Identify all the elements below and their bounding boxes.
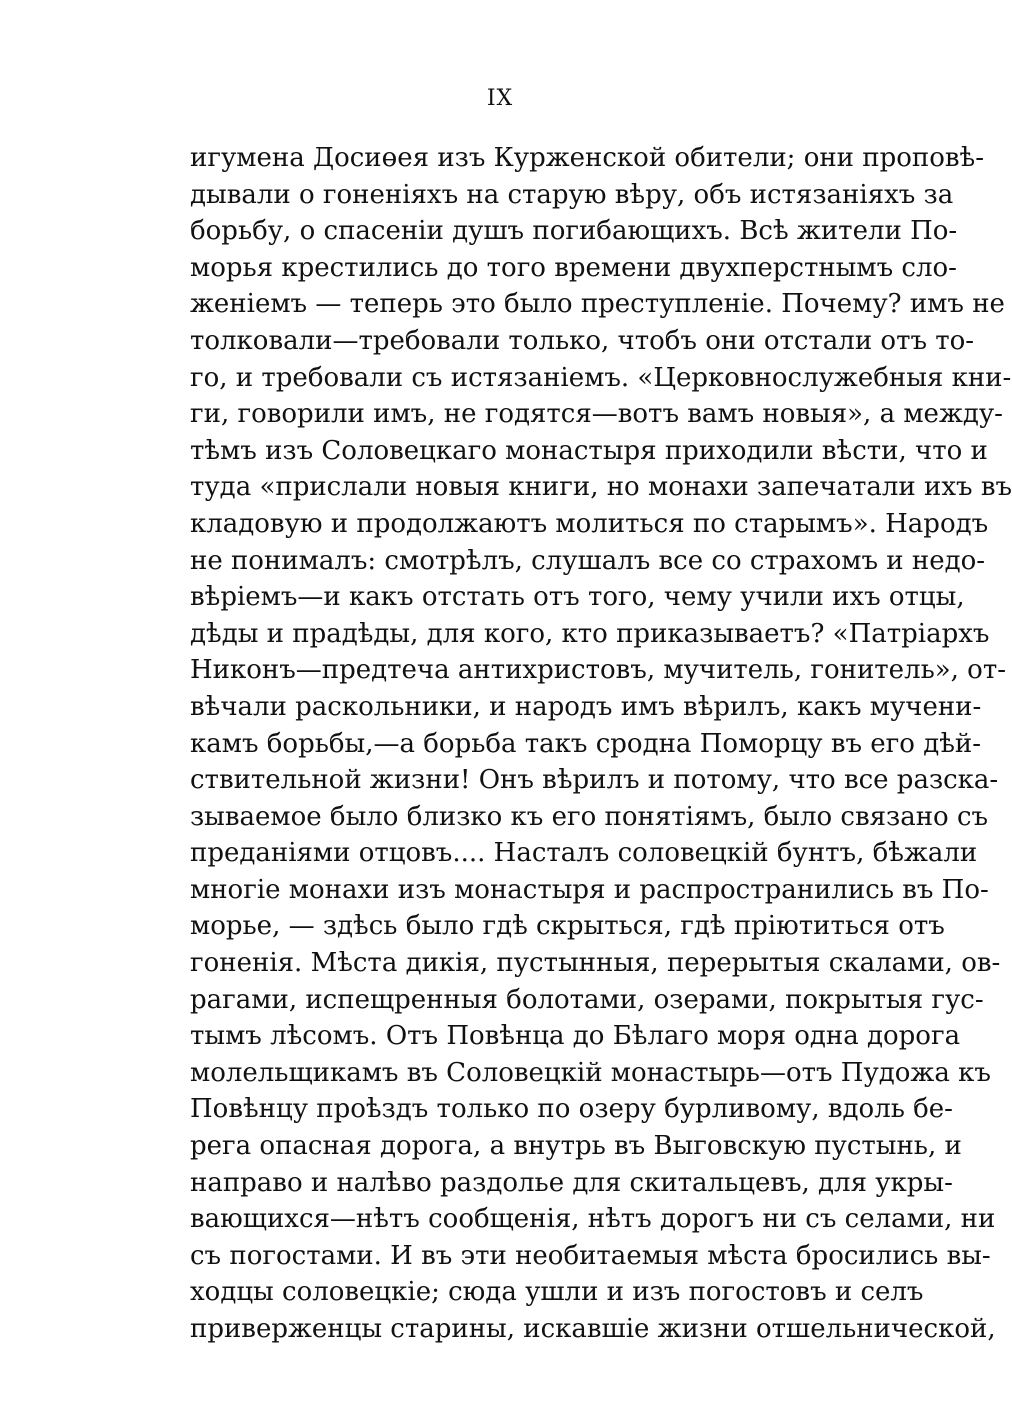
text-line: морье, — здѣсь было гдѣ скрыться, гдѣ пріютиться отъ (190, 911, 945, 942)
text-line: дывали о гоненіяхъ на старую вѣру, объ истязаніяхъ за (190, 179, 954, 210)
text-line: направо и налѣво раздолье для скитальцевъ, для укры- (190, 1167, 953, 1198)
text-line: зываемое было близко къ его понятіямъ, было связано съ (190, 801, 989, 832)
text-line: женіемъ — теперь это было преступленіе. Почему? имъ не (190, 289, 1005, 320)
text-line: толковали—требовали только, чтобъ они отстали отъ то- (190, 325, 975, 356)
text-line: молельщикамъ въ Соловецкій монастырь—отъ Пудожа къ (190, 1057, 991, 1088)
text-line: тѣмъ изъ Соловецкаго монастыря приходили вѣсти, что и (190, 435, 988, 466)
text-line: кладовую и продолжаютъ молиться по старымъ». Народъ (190, 508, 989, 539)
text-line: приверженцы старины, искавшіе жизни отшельнической, (190, 1314, 996, 1344)
text-line: го, и требовали съ истязаніемъ. «Церковнослужебныя кни- (190, 362, 1012, 393)
text-line: преданіями отцовъ.... Насталъ соловецкій бунтъ, бѣжали (190, 838, 978, 869)
text-line: туда «прислали новыя книги, но монахи запечатали ихъ въ (190, 472, 1012, 503)
text-line: не понималъ: смотрѣлъ, слушалъ все со страхомъ и недо- (190, 545, 986, 576)
text-line: вѣріемъ—и какъ отстать отъ того, чему учили ихъ отцы, (190, 582, 965, 613)
text-line: тымъ лѣсомъ. Отъ Повѣнца до Бѣлаго моря одна дорога (190, 1021, 961, 1052)
text-line: рагами, испещренныя болотами, озерами, покрытыя гус- (190, 984, 984, 1015)
text-line: рега опасная дорога, а внутрь въ Выговскую пустынь, и (190, 1131, 962, 1162)
text-line: Никонъ—предтеча антихристовъ, мучитель, гонитель», от- (190, 655, 1007, 686)
text-line: игумена Досиөея изъ Курженской обители; они проповѣ- (190, 143, 984, 173)
text-line: морья крестились до того времени двухперстнымъ сло- (190, 252, 957, 283)
text-line: Повѣнцу проѣздъ только по озеру бурливому, вдоль бе- (190, 1094, 953, 1125)
page-number: IX (486, 86, 514, 111)
text-line: съ погостами. И въ эти необитаемыя мѣста бросились вы- (190, 1240, 991, 1271)
text-line: ходцы соловецкіе; сюда ушли и изъ погостовъ и селъ (190, 1277, 924, 1308)
text-line: ги, говорили имъ, не годятся—вотъ вамъ новыя», а между- (190, 399, 1003, 430)
text-line: вающихся—нѣтъ сообщенія, нѣтъ дорогъ ни съ селами, ни (190, 1204, 996, 1235)
body-text (190, 140, 1012, 1348)
text-line: вѣчали раскольники, и народъ имъ вѣрилъ, какъ мучени- (190, 691, 982, 722)
text-line: камъ борьбы,—а борьба такъ сродна Поморцу въ его дѣй- (190, 728, 981, 759)
text-line: дѣды и прадѣды, для кого, кто приказываетъ? «Патріархъ (190, 618, 990, 649)
text-line: борьбу, о спасеніи душъ погибающихъ. Всѣ жители По- (190, 216, 958, 247)
text-line: гоненія. Мѣста дикія, пустынныя, перерытыя скалами, ов- (190, 948, 1001, 979)
text-line: ствительной жизни! Онъ вѣрилъ и потому, что все разска- (190, 765, 999, 796)
text-line: многіе монахи изъ монастыря и распространились въ По- (190, 874, 989, 905)
